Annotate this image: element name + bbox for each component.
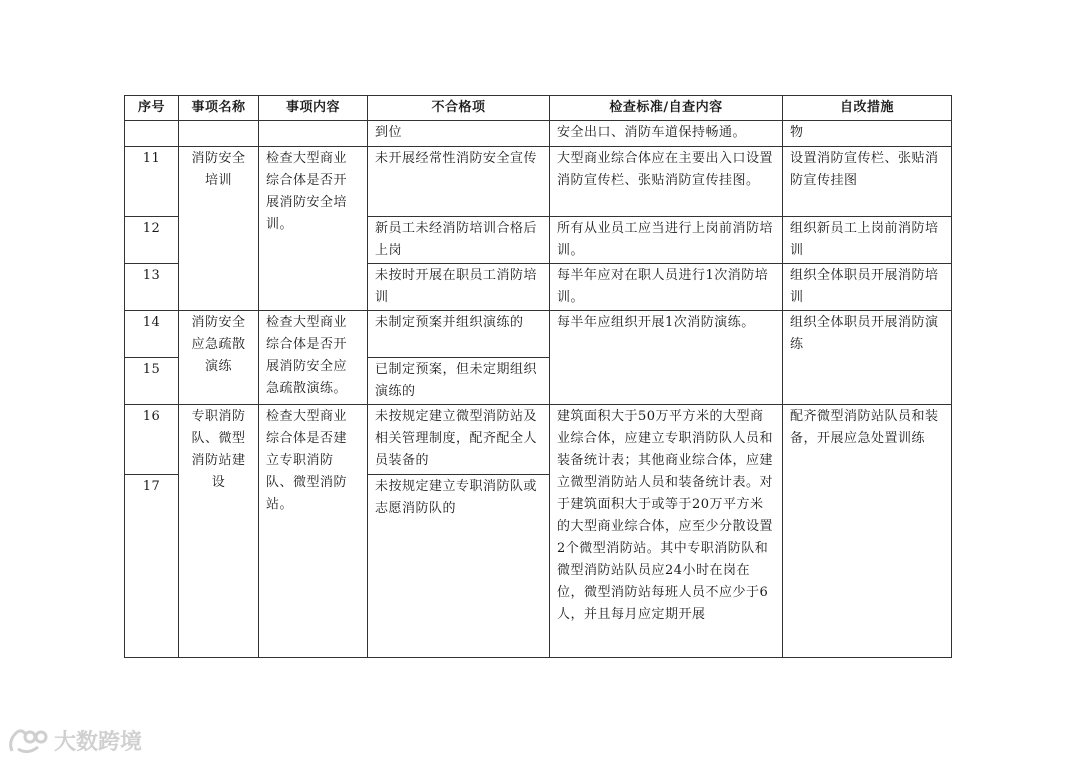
header-item-content: 事项内容 (259, 96, 368, 121)
table-row (125, 405, 952, 475)
cell-content: 检查大型商业综合体是否开展消防安全应急疏散演练。 (259, 311, 368, 405)
cell-content: 检查大型商业综合体是否建立专职消防队、微型消防站。 (259, 405, 368, 658)
header-measure: 自改措施 (783, 96, 952, 121)
cell-name: 消防安全培训 (179, 147, 259, 311)
table-row (125, 147, 952, 217)
watermark-text: 大数跨境 (54, 729, 143, 755)
cell-no (125, 121, 179, 147)
cell-standard: 大型商业综合体应在主要出入口设置消防宣传栏、张贴消防宣传挂图。 (550, 147, 783, 217)
cell-item: 已制定预案，但未定期组织演练的 (368, 358, 550, 405)
cell-measure: 物 (783, 121, 952, 147)
cell-standard: 安全出口、消防车道保持畅通。 (550, 121, 783, 147)
cell-content (259, 121, 368, 147)
cell-measure: 组织新员工上岗前消防培训 (783, 217, 952, 264)
cell-item: 未制定预案并组织演练的 (368, 311, 550, 358)
cell-item: 到位 (368, 121, 550, 147)
cell-no: 13 (125, 264, 179, 311)
cell-standard: 每半年应对在职人员进行1次消防培训。 (550, 264, 783, 311)
header-item-name: 事项名称 (179, 96, 259, 121)
cell-standard: 所有从业员工应当进行上岗前消防培训。 (550, 217, 783, 264)
cell-standard: 每半年应组织开展1次消防演练。 (550, 311, 783, 405)
inspection-table (124, 95, 952, 658)
cell-measure: 组织全体职员开展消防培训 (783, 264, 952, 311)
cell-measure: 组织全体职员开展消防演练 (783, 311, 952, 405)
cell-no: 17 (125, 475, 179, 658)
cell-measure: 配齐微型消防站队员和装备，开展应急处置训练 (783, 405, 952, 658)
cell-no: 16 (125, 405, 179, 475)
cell-name: 消防安全应急疏散演练 (179, 311, 259, 405)
cell-item: 新员工未经消防培训合格后上岗 (368, 217, 550, 264)
header-standard: 检查标准/自查内容 (550, 96, 783, 121)
header-nonconforming: 不合格项 (368, 96, 550, 121)
table-header-row (125, 96, 952, 121)
cell-name: 专职消防队、微型消防站建设 (179, 405, 259, 658)
cell-name (179, 121, 259, 147)
cell-content: 检查大型商业综合体是否开展消防安全培训。 (259, 147, 368, 311)
watermark (6, 720, 142, 760)
table-row-continued (125, 121, 952, 147)
cell-item: 未开展经常性消防安全宣传 (368, 147, 550, 217)
cell-no: 15 (125, 358, 179, 405)
cell-no: 11 (125, 147, 179, 217)
cell-measure: 设置消防宣传栏、张贴消防宣传挂图 (783, 147, 952, 217)
header-no: 序号 (125, 96, 179, 121)
cell-item: 未按时开展在职员工消防培训 (368, 264, 550, 311)
cell-no: 14 (125, 311, 179, 358)
brand-logo-icon (6, 723, 50, 757)
table-row (125, 311, 952, 358)
cell-item: 未按规定建立专职消防队或志愿消防队的 (368, 475, 550, 658)
cell-no: 12 (125, 217, 179, 264)
cell-standard: 建筑面积大于50万平方米的大型商业综合体，应建立专职消防队人员和装备统计表；其他商业综合体，应建立微型消防站人员和装备统计表。对于建筑面积大于或等于20万平方米的大型商业综合体，应至少分散设置2个微型消防站。其中专职消防队和微型消防站队员应24小时在岗在位，微型消防站每班人员不应少于6人，并且每月应定期开展 (550, 405, 783, 658)
cell-item: 未按规定建立微型消防站及相关管理制度，配齐配全人员装备的 (368, 405, 550, 475)
